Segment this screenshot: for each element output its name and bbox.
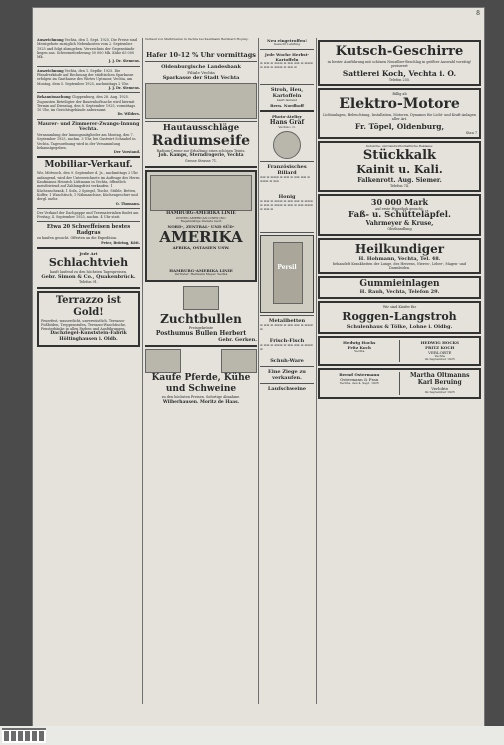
notice-radgras — [37, 224, 140, 245]
ad-text: auf erste Hypothek gesucht. — [375, 207, 424, 212]
ad-title: Radiumseife — [151, 133, 251, 149]
ad-radiumseife — [145, 124, 257, 164]
announcement-name: Hedwig Hocks — [343, 339, 376, 345]
announcement-right — [403, 340, 478, 363]
notice-title: Maurer- und Zimmerer-Zwangs-Innung Vechta. — [37, 121, 140, 133]
announcement-date: im September 1925 — [424, 390, 455, 395]
ad-phone: Telefon 255. — [388, 77, 411, 82]
ad-zuchtbullen — [145, 312, 257, 343]
photo-atelier-title: Photo-Atelier — [272, 113, 302, 119]
bank-branch: Filiale Vechta — [187, 70, 215, 75]
ad-persil — [260, 235, 314, 313]
announcement-name: Bernd Ostermann — [339, 372, 380, 378]
page-number: 8 — [476, 10, 480, 17]
ad-title: Kutsch-Geschirre — [335, 44, 464, 59]
ad-address: Grosse Strasse 71. — [184, 159, 218, 164]
notice-subtitle: kauft laufend — [276, 97, 298, 102]
column-rule — [258, 38, 259, 704]
announcement-status: Verlobte — [431, 386, 449, 392]
column-3 — [260, 38, 314, 704]
viewer-footer — [0, 726, 504, 745]
ad-firm-sub: Obsthandlung — [387, 227, 412, 232]
spacer — [150, 250, 252, 268]
divider — [260, 110, 314, 112]
column-2 — [145, 38, 257, 704]
ad-title: Schlachtvieh — [48, 255, 129, 269]
notice-mobiliar — [37, 160, 140, 205]
announcement-left — [322, 340, 400, 363]
newspaper-page — [33, 8, 484, 726]
divider — [260, 383, 314, 384]
announcement-oltmanns-beruing — [318, 368, 481, 399]
bank-name: Oldenburgische Landesbank — [161, 64, 241, 70]
persil-package-image — [273, 242, 303, 304]
persil-label: Persil — [277, 264, 297, 272]
notice-title: Bekanntmachung — [37, 95, 71, 100]
ad-title: AMERIKA — [159, 228, 243, 247]
divider — [37, 247, 140, 249]
notice-text: Cloppenburg, den 28. Aug. 1925. Zugunsten Beteiligter der Bauernhoftsache wird hiermit Termin auf Dienstag, den 8. September 1925, vormittags 10 Uhr, im Gerichtsgebäude anberaumt. — [37, 95, 136, 113]
ad-company: HAMBURG-AMERIKA LINIE — [166, 210, 236, 216]
ad-firm: H. Rauh, Vechta, Telefon 29. — [359, 289, 440, 296]
ad-firm: Schulenhaus & Tölke, Lohne i. Oldbg. — [346, 323, 453, 330]
notice-title: Mobiliar-Verkauf. — [44, 160, 133, 171]
photo-atelier-city: Vechta i. O. — [278, 124, 296, 129]
announcement-name-2: FRITZ KOCH — [425, 344, 455, 350]
ad-firm: Vahrmeyer & Kruse, — [365, 220, 434, 228]
column-rule — [142, 38, 143, 704]
ad-elektro-motore — [318, 88, 481, 139]
notice-title: Stroh, Heu, Kartoffeln — [270, 86, 304, 99]
notice-text: Gesucht Lehrling — [273, 42, 301, 46]
notice-title: Eine Ziege zu verkaufen. — [268, 369, 306, 382]
ad-text: zu den höchsten Preisen. Sofortige Abnahme. — [161, 395, 241, 400]
ad-firm: Gebr. Simon & Co., Quakenbrück. — [41, 274, 136, 281]
pig-illustration — [221, 349, 257, 373]
notice-title: Metallbetten — [268, 318, 306, 325]
divider — [37, 156, 140, 158]
announcement-name: HEDWIG HOCKS — [420, 339, 459, 345]
ad-pretitle: Industrie- und landwirtschaftliche Reklame: — [365, 144, 434, 149]
ad-gummieinlagen — [318, 276, 481, 299]
ad-signature: Wilberhausen. Moritz de Haas. — [162, 399, 240, 405]
ad-firm: Joh. Kamps, Sterndrogerie, Vechta — [158, 153, 244, 159]
ad-title: Elektro-Motore — [339, 96, 460, 113]
divider — [260, 49, 314, 50]
column-rule — [316, 38, 317, 704]
announcement-left — [322, 372, 400, 395]
notice-heading: Hafer 10-12 % Uhr vormittags — [146, 51, 256, 59]
ad-address: Stau 7 — [465, 130, 477, 135]
notice-dachpappe: Der Verkauf der Dachpappe und Teermaterialien findet am Freitag, 4. September 1925, nachm. 4 Uhr statt. — [37, 210, 139, 220]
notice-title: Jede Woche Herbst-Kartoffeln — [264, 51, 310, 62]
divider — [37, 66, 140, 67]
divider — [260, 161, 314, 162]
ad-phone: Telefon 91. — [78, 280, 99, 285]
divider — [37, 92, 140, 93]
ad-pferde — [145, 373, 257, 405]
divider — [260, 84, 314, 85]
notice-title: Auszeichnung — [37, 68, 64, 73]
photo-atelier-name: Hans Gräf — [269, 118, 305, 126]
ad-pretitle: Jede Art — [79, 250, 98, 256]
ad-regions-2: AFRIKA, OSTASIEN USW. — [172, 245, 230, 251]
animal-illustrations — [145, 349, 257, 373]
notice-signature: Bern. Nordhoff — [270, 102, 304, 108]
ship-illustration — [150, 175, 252, 211]
notice-signature: Der Vorstand. — [113, 150, 140, 155]
ad-service: Regelmäßige Dienste nach — [180, 219, 222, 224]
ad-pretitle: Billig ab — [392, 91, 407, 96]
notice-auction-1 — [37, 38, 140, 64]
announcement-name: Martha Oltmanns — [410, 372, 470, 380]
divider — [260, 232, 314, 233]
divider — [37, 119, 140, 120]
ad-text: Feuerfest, wasserdicht, unverwüstlich. Terrazzo-Fußböden, Treppenstufen, Terrazzo-Waschtische, Fensterbänke in allen Farben und Ausführungen. — [41, 318, 127, 332]
divider — [260, 366, 314, 367]
ad-title: Stückkalk — [362, 147, 437, 163]
notice-text-block: ▬ ▬▬ ▬ ▬▬▬ ▬ ▬▬ ▬▬ ▬ ▬▬▬ ▬ — [260, 344, 313, 352]
announcement-status: VERLOBTE — [428, 349, 452, 355]
ad-text: Posthumus Bullen Herbert — [155, 330, 247, 338]
sparkasse: Sparkasse der Stadt Vechta — [162, 75, 240, 81]
ad-30000-mark — [318, 194, 481, 236]
announcement-date: im September 1925 — [424, 357, 455, 362]
notice-text: Vechta, den 1. Septbr. 1925. Die Pfandverkäufe auf Rechnung der städtischen Sparkasse erfolgen im Gasthause des Wirtes Uptmoor, Vechta, am Montag, dem 5. September 1925, nachmittags 2 Uhr. — [37, 68, 134, 86]
notice-title: Französisches Billard — [267, 164, 307, 177]
ad-pretitle: Hautausschläge — [162, 123, 240, 133]
divider — [145, 345, 257, 347]
notice-text-block: ▬▬ ▬ ▬▬▬ ▬ ▬▬ ▬ ▬▬ ▬▬ ▬ ▬▬▬ ▬ ▬▬ — [260, 176, 311, 184]
notice-top-text: Verkauf von Marktwaren in Vechta bei Kaufmann Bernhard Hoping. — [145, 38, 249, 41]
ad-roggen-langstroh — [318, 301, 481, 333]
notice-signature: Dr. Wilders. — [117, 112, 140, 117]
ad-schlachtvieh — [37, 251, 140, 285]
ad-text: kauft laufend zu den höchsten Tagespreisen. — [50, 269, 127, 274]
illustration-image — [145, 83, 257, 119]
notice-title: Neu eingetroffen! — [267, 38, 307, 43]
notice-text: Versammlung der Innungsmitglieder am Montag, den 7. September 1925, nachm. 3 Uhr, bei Gastwirt Schnabel in Vechta. Tagesordnung wird in der Versammlung bekanntgegeben. — [37, 132, 136, 150]
ad-phone: Telefon 74. — [389, 183, 410, 188]
bull-illustration — [183, 286, 219, 310]
ad-terrazzo — [37, 291, 140, 348]
notice-signature: O. Thomann. — [115, 201, 140, 206]
announcement-date: Vechta, den 4. Sept. 1925 — [339, 381, 379, 386]
ad-hamburg-amerika — [145, 170, 257, 282]
ad-firm: Dachziegel-Kunststein-Fabrik Höltinghausen i. Oldb. — [50, 331, 127, 343]
ad-heilkundiger — [318, 238, 481, 275]
portrait-illustration — [273, 131, 301, 159]
notice-text: Wir, Mittwoch, den 9. September d. Js., nachmittags 2 Uhr anfangend, wird der Unterzeichnete im Auftrage des Herrn Kaufmanns Heinrich Lüttmann in Vechta, öffentlich meistbietend auf Zahlungsfrist verkaufen: 1 Küchenschrank, 1 Sofa, 2 Spiegel, Tische, Stühle, Betten, Koffer, 1 Waschtisch, 1 Nähmaschine, Küchengeschirr und dergl. mehr. — [37, 171, 140, 202]
divider — [37, 208, 140, 209]
ad-text: Radium-Creme zur Erhaltung eines schönen Teints. — [156, 149, 246, 153]
notice-title: Etwa 20 Schweffeisen bestes Radgras — [46, 224, 131, 237]
ad-text: Lichtanlagen, Beleuchtung, Installation, Motoren, Dynamos für Licht- und Kraft-Anlagen aller Art. — [323, 113, 476, 122]
ad-text: in bester Ausführung mit schönen Neusilber-Beschlag in größter Auswahl vorrätig! preiswert — [327, 60, 472, 69]
ad-regions: NORD-, ZENTRAL- UND SÜD- — [167, 224, 235, 230]
notice-text: zu kaufen gesucht. Offerten an die Expedition. — [37, 236, 118, 241]
notice-text-block: ▬ ▬▬ ▬ ▬▬▬ ▬ ▬▬ ▬▬ ▬ ▬▬▬ ▬ ▬▬ ▬ ▬▬▬ ▬ ▬▬ ▬ ▬▬ ▬▬▬ ▬ ▬▬ ▬ — [260, 200, 313, 211]
announcement-name-2: Ostermann & Frau — [340, 377, 379, 383]
ad-subtitle: Preisgekrönte — [188, 325, 214, 330]
announcement-city: Vechta — [354, 348, 365, 353]
announcement-name-2: Fritz Koch — [347, 344, 371, 350]
divider — [37, 287, 140, 289]
ad-title: Roggen-Langstroh — [342, 309, 457, 323]
notice-title: Honig — [278, 194, 296, 201]
notice-text: Vechta, den 1. Sept. 1925. Die Preise sind Meistgebote zuzüglich Nebenkosten vom 2. September 1925 und folgt abzugeben. Verzeichnis der Gegenstände liegen aus. Schweineforderung 50 000 Mk. Kühe 65 000 Mk. — [37, 38, 137, 60]
notice-title: Laufschweine — [267, 386, 307, 393]
notice-auction-2 — [37, 69, 140, 90]
notice-signature: J. J. Dr. Siemens. — [108, 59, 140, 64]
ad-name: H. Hohmann, Vechta, Tel. 48. — [358, 255, 441, 262]
notice-auction-3 — [37, 95, 140, 116]
ad-company-2: UNITED AMERICAN LINES INC. — [175, 215, 227, 220]
ad-text: behandelt Krankheiten der Lunge, des Herzens, Nieren-, Leber-, Magen- und Darmleiden. — [332, 261, 466, 271]
column-4 — [318, 38, 481, 704]
notice-title: Auszeichnung — [37, 38, 64, 42]
ad-title-2: Faß- u. Schütteläpfel. — [348, 210, 451, 221]
notice-text-block: ▬ ▬▬ ▬ ▬▬▬ ▬ ▬▬ ▬▬ ▬ ▬▬▬ ▬ ▬▬ ▬ ▬▬▬ ▬ ▬▬ ▬ — [260, 61, 313, 69]
ad-company-footer: HAMBURG-AMERIKA LINIE — [169, 268, 233, 274]
divider — [145, 121, 257, 122]
announcement-name-2: Karl Beruing — [417, 379, 462, 387]
divider — [37, 221, 140, 222]
ad-stueckkalk — [318, 141, 481, 192]
ad-pretitle: Wir sind Käufer für — [382, 305, 417, 310]
divider — [145, 61, 257, 62]
horse-illustration — [145, 349, 181, 373]
ad-kutsch-geschirre — [318, 40, 481, 86]
notice-text-block: ▬ ▬▬ ▬ ▬▬▬ ▬ ▬▬ ▬▬ ▬ ▬▬▬ ▬ — [260, 324, 313, 332]
notice-title: Schuh-Ware — [270, 358, 304, 365]
ad-firm: Fr. Töpel, Oldenburg, — [354, 121, 445, 131]
ad-title: Gummieinlagen — [359, 279, 440, 290]
ad-title: Kaufe Pferde, Kühe und Schweine — [151, 373, 251, 395]
announcement-hocks-koch — [318, 336, 481, 367]
notice-signature: Peter, Bröring, Kött. — [101, 240, 140, 245]
notice-maurer — [37, 122, 140, 155]
ad-title: Terrazzo ist Gold! — [55, 294, 122, 318]
column-1 — [37, 38, 140, 704]
ad-firm: Falkenrott. Aug. Siemer. — [357, 176, 442, 184]
ad-agent: Vertreter: Hermann Meyer, Vechta — [174, 272, 228, 277]
announcement-right — [403, 372, 478, 395]
ad-title: Zuchtbullen — [160, 311, 242, 326]
ad-title: 30 000 Mark — [370, 197, 429, 208]
library-logo-icon — [2, 728, 46, 743]
divider — [260, 315, 314, 316]
ad-title: Heilkundiger — [354, 241, 445, 256]
announcement-city: Vechta — [434, 353, 445, 358]
notice-signature: J. J. Dr. Siemens. — [108, 85, 140, 90]
divider — [145, 166, 257, 168]
ad-firm: Sattlerei Koch, Vechta i. O. — [342, 68, 457, 78]
notice-title: Frisch-Fisch — [269, 338, 305, 345]
ad-firm: Gebr. Gerken. — [218, 337, 257, 344]
ad-title-2: Kainit u. Kali. — [356, 162, 443, 176]
